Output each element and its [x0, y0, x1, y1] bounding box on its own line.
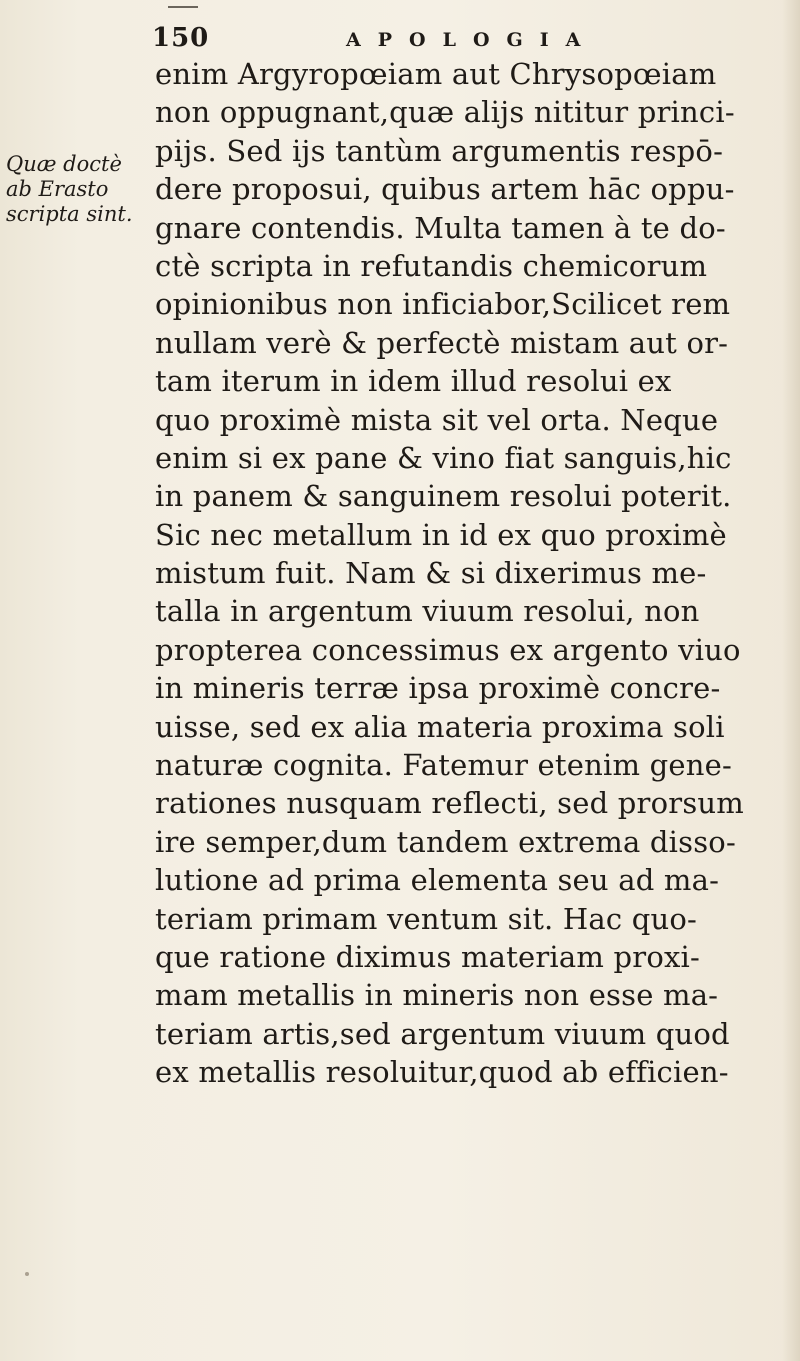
text-line: lutione ad prima elementa seu ad ma- [155, 863, 720, 898]
page-edge-shadow [782, 0, 800, 1361]
text-line: gnare contendis. Multa tamen à te do- [155, 210, 726, 245]
text-line: nullam verè & perfectè mistam aut or- [155, 325, 729, 360]
body-text [155, 55, 765, 1092]
text-line: rationes nusquam reflecti, sed prorsum [155, 786, 745, 821]
text-line: tam iterum in idem illud resolui ex [155, 364, 672, 399]
text-line: in mineris terræ ipsa proximè concre- [155, 671, 721, 706]
text-line: Sic nec metallum in id ex quo proximè [155, 517, 727, 552]
printer-mark [168, 6, 198, 8]
text-line: in panem & sanguinem resolui poterit. [155, 479, 732, 514]
marginal-note [6, 152, 156, 227]
text-line: pijs. Sed ijs tantùm argumentis respō- [155, 133, 724, 168]
text-line: mam metallis in mineris non esse ma- [155, 978, 719, 1013]
text-line: opinionibus non inficiabor,Scilicet rem [155, 287, 731, 322]
text-line: quo proximè mista sit vel orta. Neque [155, 402, 719, 437]
text-line: enim Argyropœiam aut Chrysopœiam [155, 57, 717, 91]
text-line: ire semper,dum tandem extrema disso- [155, 824, 736, 859]
text-line: naturæ cognita. Fatemur etenim gene- [155, 748, 732, 783]
text-line: teriam primam ventum sit. Hac quo- [155, 901, 698, 936]
text-line: ctè scripta in refutandis chemicorum [155, 248, 708, 283]
marginal-note-line: scripta sint. [6, 202, 133, 226]
paper-speck [25, 1272, 29, 1276]
page-number: 150 [152, 23, 210, 53]
text-line: non oppugnant,quæ alijs nititur princi- [155, 95, 735, 130]
marginal-note-line: Quæ doctè [6, 152, 122, 176]
text-line: uisse, sed ex alia materia proxima soli [155, 709, 725, 744]
page-header [140, 18, 700, 58]
text-line: talla in argentum viuum resolui, non [155, 594, 700, 629]
text-line: dere proposui, quibus artem hāc oppu- [155, 172, 735, 207]
text-line: enim si ex pane & vino fiat sanguis,hic [155, 440, 732, 475]
running-title: APOLOGIA [346, 29, 598, 51]
text-line: mistum fuit. Nam & si dixerimus me- [155, 556, 707, 591]
text-line: que ratione diximus materiam proxi- [155, 939, 701, 974]
text-line: ex metallis resoluitur,quod ab efficien- [155, 1055, 729, 1090]
marginal-note-line: ab Erasto [6, 177, 109, 201]
text-line: propterea concessimus ex argento viuo [155, 632, 741, 667]
text-line: teriam artis,sed argentum viuum quod [155, 1016, 730, 1051]
